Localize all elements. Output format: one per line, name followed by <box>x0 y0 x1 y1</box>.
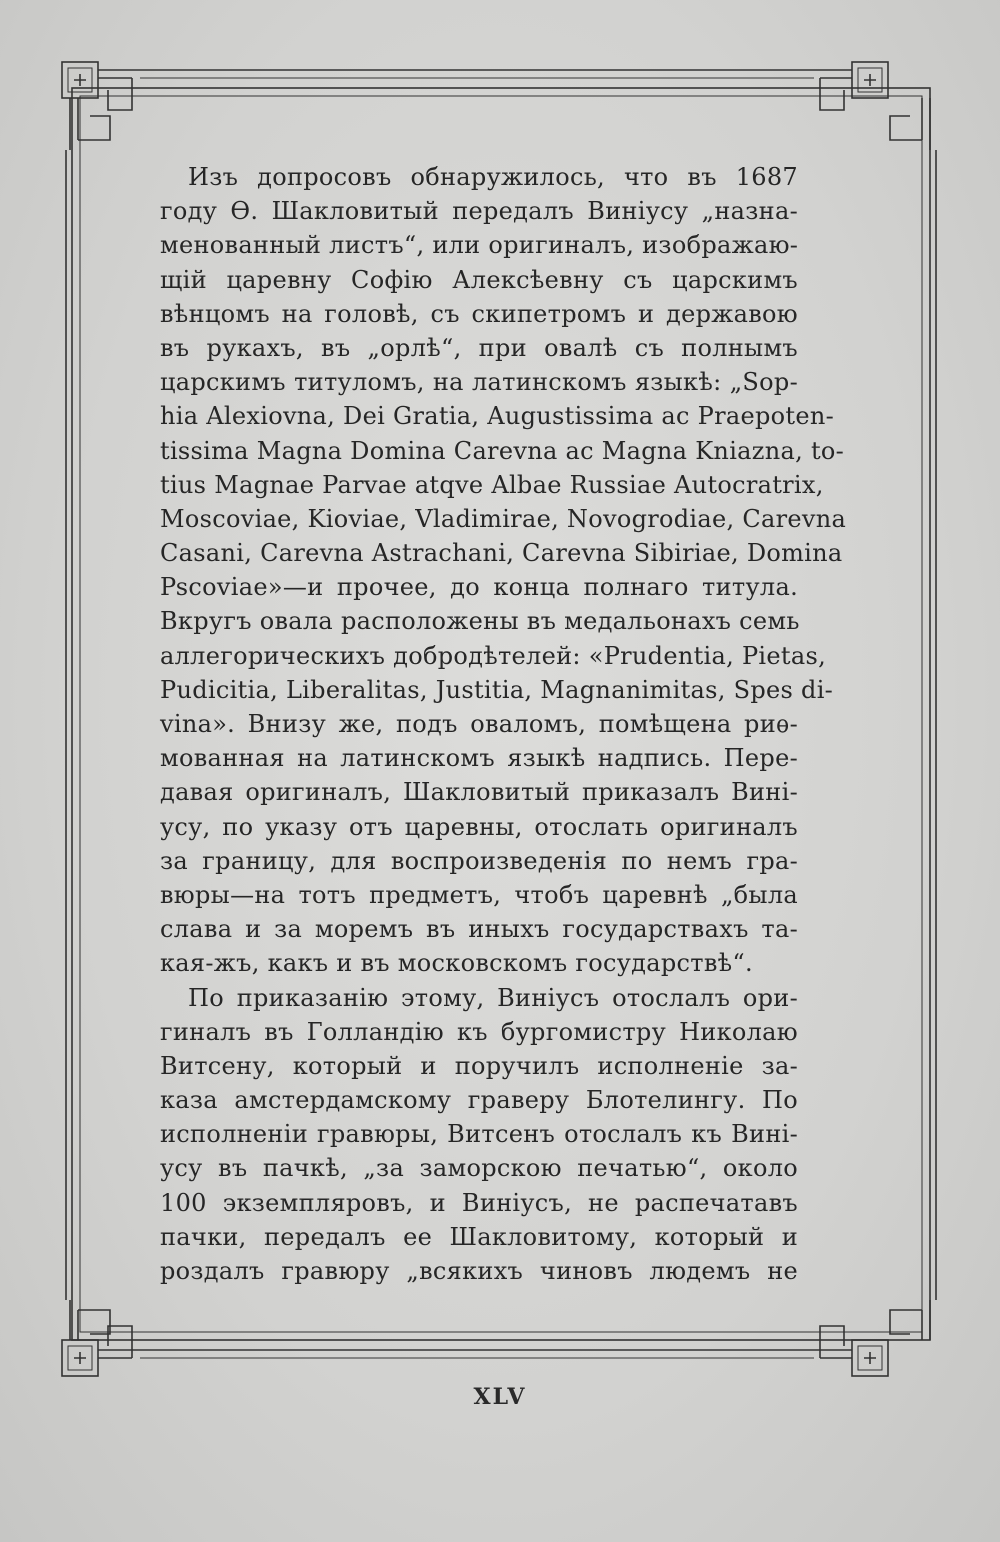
text-line: менованный листъ“, или оригиналъ, изображаю- <box>160 231 799 260</box>
text-line: царскимъ титуломъ, на латинскомъ языкѣ: „Sop- <box>160 368 798 397</box>
text-line: году Ѳ. Шакловитый передалъ Виніусу „назна- <box>160 197 798 226</box>
text-line: аллегорическихъ добродѣтелей: «Prudentia, Pietas, <box>160 641 827 670</box>
corner-ornament-top-right <box>814 62 930 150</box>
text-line: 100 экземпляровъ, и Виніусъ, не распечатавъ <box>160 1188 798 1217</box>
text-line: усу въ пачкѣ, „за заморскою печатью“, около <box>160 1154 798 1183</box>
text-line: каза амстердамскому граверу Блотелингу. По <box>160 1086 798 1115</box>
text-line: щій царевну Софію Алексѣевну съ царскимъ <box>160 265 798 294</box>
text-line: давая оригиналъ, Шакловитый приказалъ Вині- <box>160 778 798 807</box>
text-line: По приказанію этому, Виніусъ отослалъ ори- <box>188 983 798 1012</box>
text-line: вюры—на тотъ предметъ, чтобъ царевнѣ „была <box>160 880 798 909</box>
text-line: Moscoviae, Kioviae, Vladimirae, Novogrodiae, Carevna <box>160 504 847 533</box>
text-line: vina». Внизу же, подъ оваломъ, помѣщена риѳ- <box>160 710 798 738</box>
text-line: за границу, для воспроизведенія по немъ гра- <box>160 846 798 875</box>
text-line: мованная на латинскомъ языкѣ надпись. Пере- <box>160 744 798 773</box>
text-line: слава и за моремъ въ иныхъ государствахъ та- <box>160 915 798 944</box>
text-line: Pscoviae»—и прочее, до конца полнаго титула. <box>160 573 798 602</box>
text-line: исполненіи гравюры, Витсенъ отослалъ къ Вині- <box>160 1120 798 1149</box>
text-line: роздалъ гравюру „всякихъ чиновъ людемъ не <box>160 1257 798 1285</box>
text-line: кая-жъ, какъ и въ московскомъ государствѣ“. <box>160 949 753 978</box>
text-line: въ рукахъ, въ „орлѣ“, при овалѣ съ полнымъ <box>160 333 798 362</box>
text-line: hia Alexiovna, Dei Gratia, Augustissima ac Praepoten- <box>160 402 835 431</box>
body-text <box>160 160 847 1288</box>
text-line: Изъ допросовъ обнаружилось, что въ 1687 <box>188 163 798 191</box>
page-number: XLV <box>473 1384 527 1410</box>
corner-ornament-bottom-right <box>814 1300 930 1376</box>
text-line: гиналъ въ Голландію къ бургомистру Николаю <box>160 1017 798 1046</box>
text-line: усу, по указу отъ царевны, отослать оригиналъ <box>160 812 798 841</box>
text-line: Вкругъ овала расположены въ медальонахъ семь <box>160 607 800 636</box>
corner-ornament-bottom-left <box>62 1300 140 1376</box>
corner-ornament-top-left <box>62 62 140 150</box>
text-line: Casani, Carevna Astrachani, Carevna Sibiriae, Domina <box>160 539 843 568</box>
text-line: пачки, передалъ ее Шакловитому, который и <box>160 1222 798 1251</box>
text-line: Витсену, который и поручилъ исполненіе за- <box>160 1051 798 1080</box>
text-line: tius Magnae Parvae atqve Albae Russiae Autocratrix, <box>160 470 824 499</box>
text-line: вѣнцомъ на головѣ, съ скипетромъ и державою <box>160 299 798 328</box>
text-line: tissima Magna Domina Carevna ac Magna Kniazna, to- <box>160 436 845 465</box>
text-line: Pudicitia, Liberalitas, Justitia, Magnanimitas, Spes di- <box>160 675 834 704</box>
